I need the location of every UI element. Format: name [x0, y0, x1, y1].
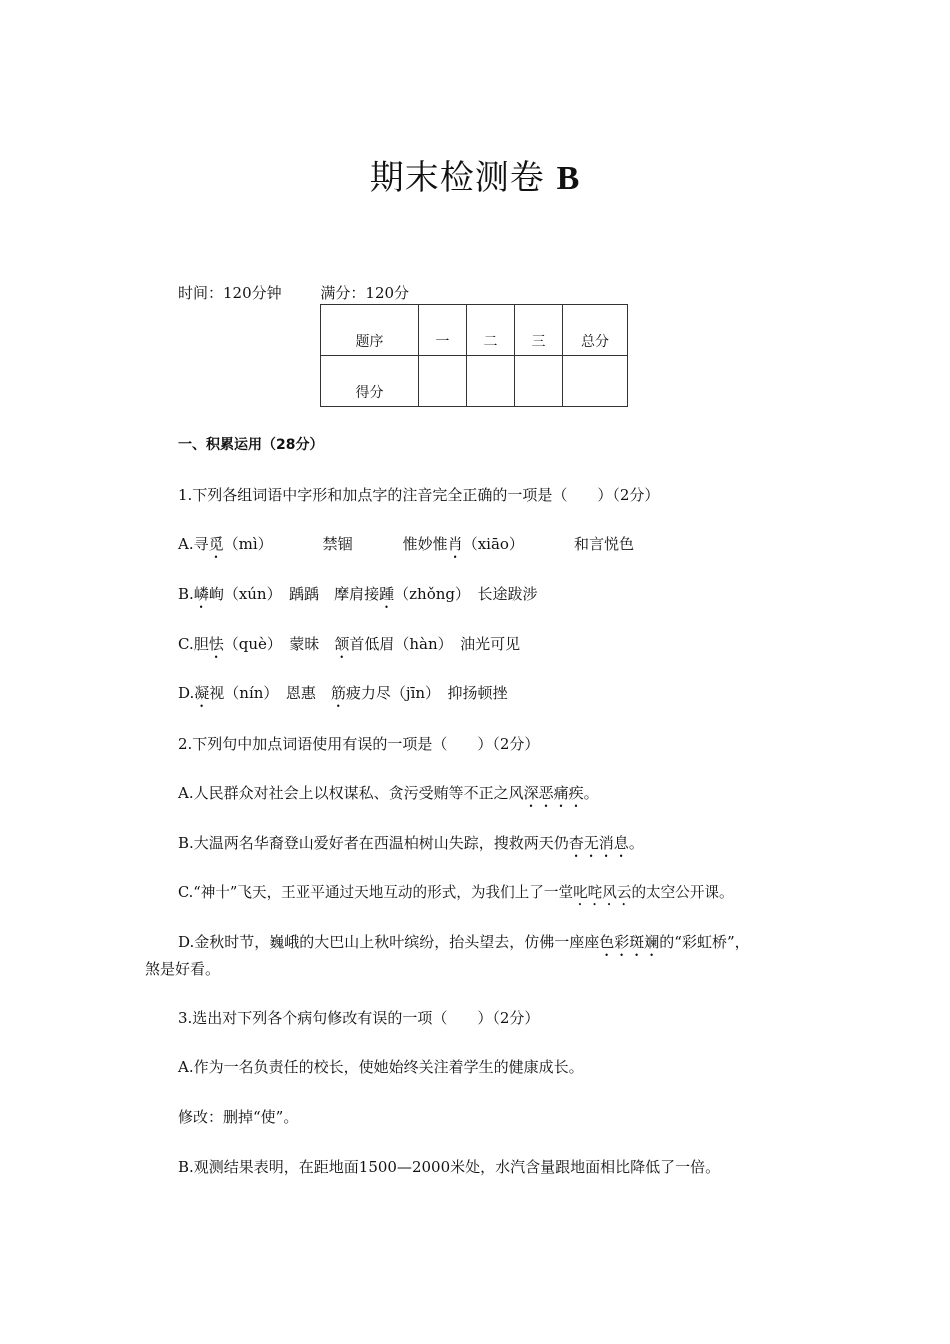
- exam-time: 时间：120分钟: [178, 284, 282, 302]
- option-text: （xiāo）: [462, 535, 524, 553]
- title-text: 期末检测卷: [369, 158, 545, 198]
- question-3-option-a: A.作为一名负责任的校长，使她始终关注着学生的健康成长。: [178, 1058, 584, 1076]
- score-table-header-row: [321, 305, 628, 356]
- option-text: B.大温两名华裔登山爱好者在西温柏树山失踪，搜救两天仍: [178, 834, 569, 852]
- score-header-cell: 题序: [321, 305, 419, 356]
- score-input-cell[interactable]: [515, 356, 563, 407]
- option-text: （zhǒng） 长途跋涉: [394, 585, 538, 603]
- section-heading: 一、积累运用（28分）: [178, 437, 324, 453]
- dotted-char: 凝: [194, 684, 210, 702]
- score-header-cell: 三: [515, 305, 563, 356]
- option-text: D.金秋时节，巍峨的大巴山上秋叶缤纷，抬头望去，仿佛一座座: [178, 933, 600, 951]
- dotted-char: 颔: [334, 635, 350, 653]
- exam-meta: [178, 282, 409, 303]
- question-2-option-b: [178, 832, 644, 861]
- option-text: 禁锢: [322, 535, 353, 553]
- dotted-char: 筋: [330, 684, 346, 702]
- score-header-cell: 总分: [563, 305, 628, 356]
- option-text: D.: [178, 684, 195, 702]
- question-2-option-a: [178, 782, 599, 811]
- dotted-phrase: 叱咤风云: [573, 884, 632, 901]
- score-row-label: 得分: [321, 356, 419, 407]
- question-3-option-a-fix: 修改：删掉“使”。: [178, 1108, 299, 1126]
- option-text: 。: [628, 834, 644, 852]
- score-input-cell[interactable]: [467, 356, 515, 407]
- question-1-option-d: [178, 682, 508, 711]
- option-text: B.: [178, 585, 194, 603]
- option-text: 的“彩虹桥”，: [659, 933, 750, 951]
- option-text: 视（nín） 恩惠: [209, 684, 331, 702]
- option-text: 峋（xún） 踽踽 摩肩接: [208, 585, 380, 603]
- score-table-score-row: [321, 356, 628, 407]
- question-3-option-b: B.观测结果表明，在距地面1500—2000米处，水汽含量跟地面相比降低了一倍。: [178, 1158, 721, 1176]
- dotted-char: 觅: [208, 535, 224, 553]
- dotted-char: 怯: [208, 635, 224, 653]
- dotted-phrase: 深恶痛疾: [523, 784, 584, 802]
- question-1-option-c: [178, 633, 520, 662]
- question-1-option-b: [178, 583, 537, 612]
- option-text: 的太空公开课。: [631, 884, 734, 901]
- option-text: A.寻: [178, 535, 209, 553]
- option-text: 和言悦色: [573, 535, 634, 553]
- option-text: 惟妙惟: [402, 535, 448, 553]
- question-2-option-d-continued: 煞是好看。: [145, 960, 221, 978]
- option-text: A.人民群众对社会上以权谋私、贪污受贿等不正之风: [178, 784, 524, 802]
- question-1-stem: 1.下列各组词语中字形和加点字的注音完全正确的一项是（ ）（2分）: [178, 486, 660, 504]
- score-header-cell: 一: [419, 305, 467, 356]
- score-table: [320, 304, 628, 407]
- score-header-cell: 二: [467, 305, 515, 356]
- question-2-option-c: [178, 881, 734, 909]
- dotted-char: 肖: [447, 535, 463, 553]
- question-3-stem: 3.选出对下列各个病句修改有误的一项（ ）（2分）: [178, 1009, 540, 1027]
- question-2-stem: 2.下列句中加点词语使用有误的一项是（ ）（2分）: [178, 735, 540, 753]
- score-input-cell[interactable]: [419, 356, 467, 407]
- option-text: C.“神十”飞天，王亚平通过天地互动的形式，为我们上了一堂: [178, 884, 574, 901]
- score-input-cell[interactable]: [563, 356, 628, 407]
- option-text: 。: [583, 784, 599, 802]
- dotted-char: 嶙: [193, 585, 209, 603]
- option-text: 疲力尽（jīn） 抑扬顿挫: [345, 684, 508, 702]
- option-text: （mì）: [223, 535, 273, 553]
- dotted-phrase: 杳无消息: [568, 834, 629, 852]
- dotted-phrase: 色彩斑斓: [599, 933, 660, 951]
- exam-full-score: 满分：120分: [320, 284, 410, 302]
- question-2-option-d: [178, 931, 750, 960]
- title-letter: B: [556, 160, 581, 197]
- dotted-char: 踵: [379, 585, 395, 603]
- page-title: [0, 150, 950, 199]
- option-text: 首低眉（hàn） 油光可见: [349, 635, 521, 653]
- question-1-option-a: [178, 533, 634, 562]
- option-text: C.胆: [178, 635, 209, 653]
- option-text: （què） 蒙昧: [223, 635, 335, 653]
